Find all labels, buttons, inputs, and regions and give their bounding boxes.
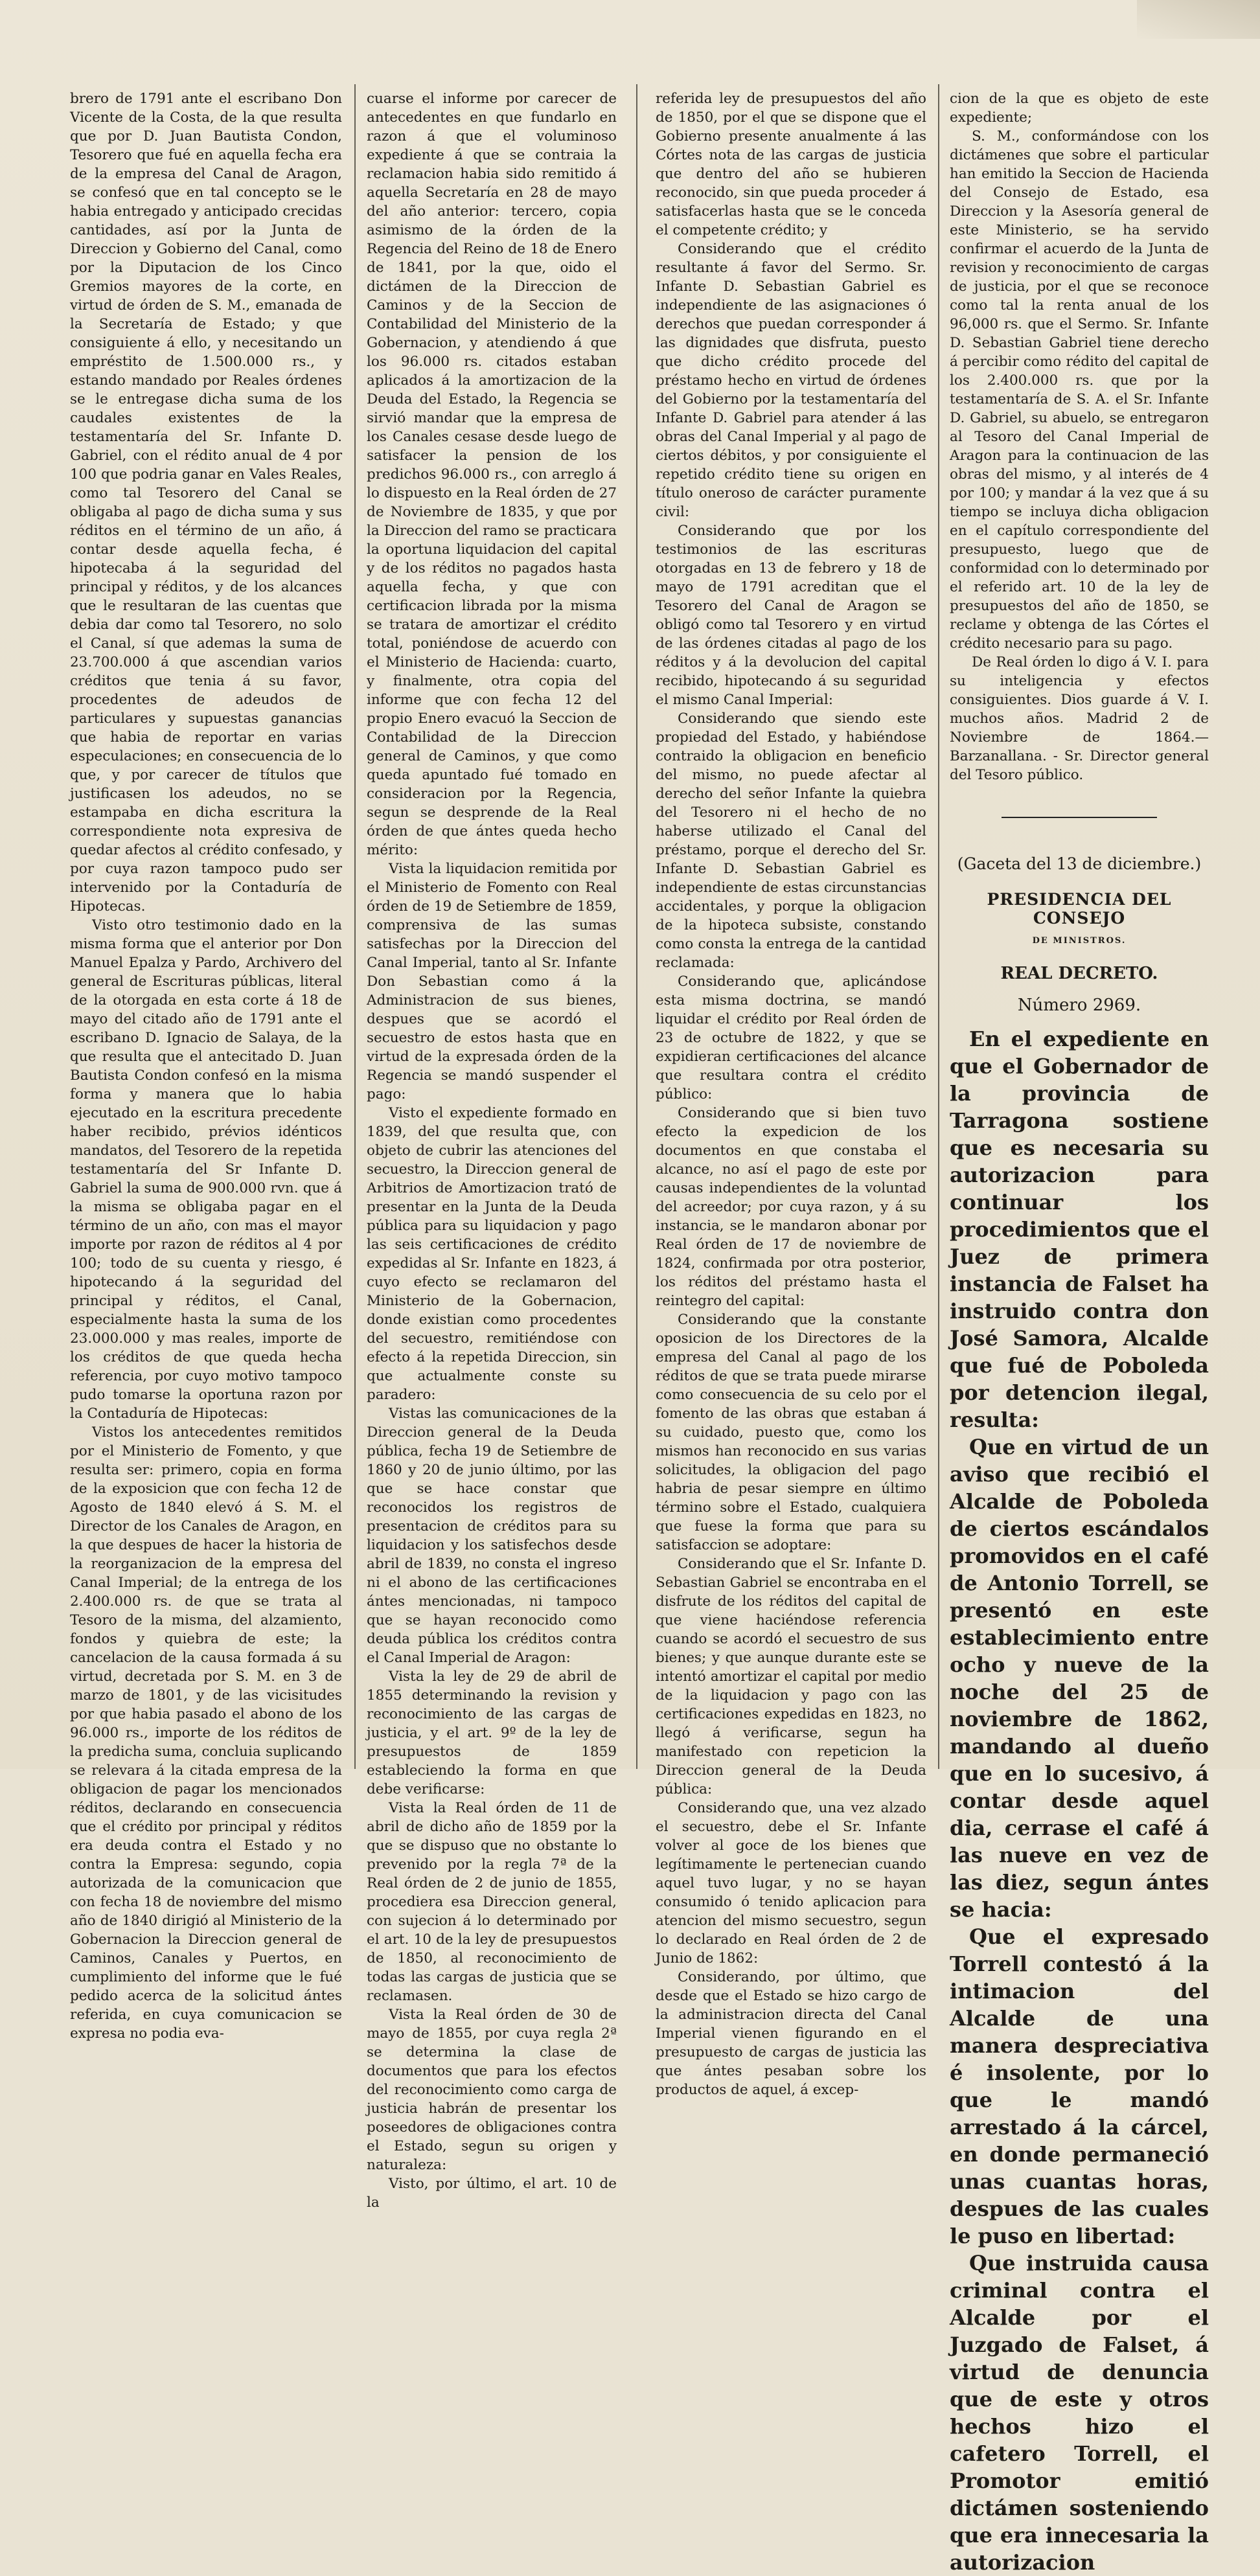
paragraph: Visto otro testimonio dado en la misma forma que el anterior por Don Manuel Epalza y Pardo, Archivero del general de Escrituras públicas, literal de la otorgada en esta corte á 18 de mayo del citado año de 1791 ante el escribano D. Ignacio de Salaya, de la que resulta que el antecitado D. Juan Bautista Condon confesó en la misma forma y manera que lo habia ejecutado en la escritura precedente haber recibido, prévios idénticos mandatos, del Tesorero de la repetida testamentaría del Sr Infante D. Gabriel la suma de 900.000 rvn. que á la misma se obligaba pagar en el término de un año, con mas el mayor importe por razon de réditos al 4 por 100; todo de su cuenta y riesgo, é hipotecando á la seguridad del principal y réditos, el Canal, especialmente hasta la suma de los 23.000.000 y mas reales, importe de los créditos de que queda hecha referencia, por cuyo motivo tampoco pudo tomarse la oportuna razon por la Contaduría de Hipotecas: bbox=[70, 917, 342, 1422]
section-heading: PRESIDENCIA DEL CONSEJO bbox=[987, 890, 1172, 928]
paragraph: Visto, por último, el art. 10 de la bbox=[367, 2176, 617, 2211]
decree-title: REAL DECRETO. bbox=[1000, 964, 1158, 983]
column-1 bbox=[70, 89, 342, 2042]
paragraph: Considerando que el crédito resultante á favor del Sermo. Sr. Infante D. Sebastian Gabriel es independiente de las asignaciones ó derechos que puedan corresponder á las dignidades que disfruta, puesto que dicho crédito procede del préstamo hecho en virtud de órdenes del Gobierno por la testamentaría del Infante D. Gabriel para atender á las obras del Canal Imperial y al pago de ciertos débitos, y por consiguiente el repetido crédito tiene su origen en título oneroso de carácter puramente civil: bbox=[656, 241, 926, 520]
gaceta-date: (Gaceta del 13 de diciembre.) bbox=[957, 854, 1202, 873]
column-rule bbox=[354, 84, 356, 1769]
paragraph: Considerando, por último, que desde que el Estado se hizo cargo de la administracion directa del Canal Imperial vienen figurando en el presupuesto de cargas de justicia las que ántes pesaban sobre los productos de aquel, á excep- bbox=[656, 1969, 926, 2098]
paragraph: Que en virtud de un aviso que recibió el Alcalde de Poboleda de ciertos escándalos promovidos en el café de Antonio Torrell, se presentó en este establecimiento entre ocho y nueve de la noche del 25 de noviembre de 1862, mandando al dueño que en lo sucesivo, á contar desde aquel dia, cerrase el café á las nueve en vez de las diez, segun ántes se hacia: bbox=[950, 1435, 1209, 1922]
paragraph: Que instruida causa criminal contra el Alcalde por el Juzgado de Falset, á virtud de denuncia que de este y otros hechos hizo el cafetero Torrell, el Promotor emitió dictámen sosteniendo que era innecesaria la autorizacion bbox=[950, 2251, 1209, 2575]
decree-body bbox=[950, 1025, 1209, 2576]
paragraph: Considerando que la constante oposicion de los Directores de la empresa del Canal al pago de los réditos de que se trata puede mirarse como consecuencia de su celo por el fomento de las obras que estaban á su cuidado, puesto que, como los mismos han reconocido en sus varias solicitudes, la obligacion del pago habria de pesar siempre en último término sobre el Estado, cualquiera que fuese la forma que para su satisfaccion se adoptare: bbox=[656, 1312, 926, 1553]
section-separator bbox=[1002, 817, 1157, 818]
page-corner-shadow bbox=[1137, 0, 1260, 39]
paragraph: Vista la liquidacion remitida por el Ministerio de Fomento con Real órden de 19 de Setiembre de 1859, comprensiva de las sumas satisfechas por la Direccion del Canal Imperial, tanto al Sr. Infante Don Sebastian como á la Administracion de sus bienes, despues que se acordó el secuestro de estos hasta que en virtud de la expresada órden de la Regencia se mandó suspender el pago: bbox=[367, 861, 617, 1102]
column-rule bbox=[636, 84, 637, 1769]
column-3 bbox=[656, 89, 926, 2098]
paragraph: Vista la ley de 29 de abril de 1855 determinando la revision y reconocimiento de las cargas de justicia, y el art. 9º de la ley de presupuestos de 1859 estableciendo la forma en que debe verificarse: bbox=[367, 1669, 617, 1797]
paragraph: Vistos los antecedentes remitidos por el Ministerio de Fomento, y que resulta ser: primero, copia en forma de la exposicion que con fecha 12 de Agosto de 1840 elevó á S. M. el Director de los Canales de Aragon, en la que despues de hacer la historia de la reorganizacion de la empresa del Canal Imperial; de la entrega de los 2.400.000 rs. de que se trata al Tesoro de la misma, del alzamiento, fondos y quiebra de este; la cancelacion de la causa formada á su virtud, decretada por S. M. en 3 de marzo de 1801, y de las vicisitudes por que habia pasado el abono de los 96.000 rs., importe de los réditos de la predicha suma, concluia suplicando se relevara á la citada empresa de la obligacion de pagar los mencionados réditos, declarando en consecuencia que el crédito por principal y réditos era deuda contra el Estado y no contra la Empresa: segundo, copia autorizada de la comunicacion que con fecha 18 de noviembre del mismo año de 1840 dirigió al Ministerio de la Gobernacion la Direccion general de Caminos, Canales y Puertos, en cumplimiento del informe que le fué pedido acerca de la solicitud ántes referida, en cuya comunicacion se expresa no podia eva- bbox=[70, 1424, 342, 2042]
decree-number: Número 2969. bbox=[1017, 996, 1141, 1015]
paragraph: Que el expresado Torrell contestó á la intimacion del Alcalde de una manera despreciativa é insolente, por lo que le mandó arrestado á la cárcel, en donde permaneció unas cuantas horas, despues de las cuales le puso en libertad: bbox=[950, 1924, 1209, 2248]
paragraph: Vista la Real órden de 11 de abril de dicho año de 1859 por la que se dispuso que no obstante lo prevenido por la regla 7ª de la Real órden de 2 de junio de 1855, procediera esa Direccion general, con sujecion á lo determinado por el art. 10 de la ley de presupuestos de 1850, al reconocimiento de todas las cargas de justicia que se reclamasen. bbox=[367, 1800, 617, 2004]
paragraph: Considerando que, aplicándose esta misma doctrina, se mandó liquidar el crédito por Real órden de 23 de octubre de 1822, y que se expidieran certificaciones del alcance que resultara contra el crédito público: bbox=[656, 974, 926, 1102]
paragraph: Vistas las comunicaciones de la Direccion general de la Deuda pública, fecha 19 de Setiembre de 1860 y 20 de junio último, por las que se hace constar que reconocidos los registros de presentacion de créditos para su liquidacion y los satisfechos desde abril de 1839, no consta el ingreso ni el abono de las certificaciones ántes mencionadas, ni tampoco que se hayan reconocido como deuda pública los créditos contra el Canal Imperial de Aragon: bbox=[367, 1406, 617, 1666]
paragraph: Considerando que si bien tuvo efecto la expedicion de los documentos en que constaba el alcance, no así el pago de este por causas independientes de la voluntad del acreedor; por cuya razon, y á su instancia, se le mandaron abonar por Real órden de 17 de noviembre de 1824, confirmada por otra posterior, los réditos del préstamo hasta el reintegro del capital: bbox=[656, 1105, 926, 1309]
paragraph: cuarse el informe por carecer de antecedentes en que fundarlo en razon á que el voluminoso expediente á que se contraia la reclamacion habia sido remitido á aquella Secretaría en 28 de mayo del año anterior: tercero, copia asimismo de la órden de la Regencia del Reino de 18 de Enero de 1841, por la que, oido el dictámen de la Direccion de Caminos y de la Seccion de Contabilidad del Ministerio de la Gobernacion, y atendiendo á que los 96.000 rs. citados estaban aplicados á la amortizacion de la Deuda del Estado, la Regencia se sirvió mandar que la empresa de los Canales cesase desde luego de satisfacer la pension de los predichos 96.000 rs., con arreglo á lo dispuesto en la Real órden de 27 de Noviembre de 1835, y que por la Direccion del ramo se practicara la oportuna liquidacion del capital y de los réditos no pagados hasta aquella fecha, y que con certificacion librada por la misma se tratara de amortizar el crédito total, poniéndose de acuerdo con el Ministerio de Hacienda: cuarto, y finalmente, otra copia del informe que con fecha 12 del propio Enero evacuó la Seccion de Contabilidad de la Direccion general de Caminos, y que como queda apuntado fué tomado en consideracion por la Regencia, segun se desprende de la Real órden de que ántes queda hecho mérito: bbox=[367, 91, 617, 858]
column-rule bbox=[938, 84, 939, 1769]
paragraph: Considerando que el Sr. Infante D. Sebastian Gabriel se encontraba en el disfrute de los réditos del capital de que viene haciéndose referencia cuando se acordó el secuestro de sus bienes; y que aunque durante este se intentó amortizar el capital por medio de la liquidacion y pago con las certificaciones expedidas en 1823, no llegó á verificarse, segun ha manifestado con repeticion la Direccion general de la Deuda pública: bbox=[656, 1556, 926, 1797]
paragraph: Considerando que por los testimonios de las escrituras otorgadas en 13 de febrero y 18 de mayo de 1791 acreditan que el Tesorero del Canal de Aragon se obligó como tal Tesorero y en virtud de las órdenes citadas al pago de los réditos y á la devolucion del capital recibido, hipotecando á su seguridad el mismo Canal Imperial: bbox=[656, 523, 926, 708]
section-subheading: DE MINISTROS. bbox=[1032, 936, 1127, 946]
paragraph: Visto el expediente formado en 1839, del que resulta que, con objeto de cubrir las atenciones del secuestro, la Direccion general de Arbitrios de Amortizacion trató de presentar en la Junta de la Deuda pública para su liquidacion y pago las seis certificaciones de crédito expedidas al Sr. Infante en 1823, á cuyo efecto se reclamaron del Ministerio de la Gobernacion, donde existian como procedentes del secuestro, remitiéndose con efecto á la repetida Direccion, sin que actualmente conste su paradero: bbox=[367, 1105, 617, 1403]
column-4 bbox=[950, 89, 1209, 2575]
paragraph: brero de 1791 ante el escribano Don Vicente de la Costa, de la que resulta que por D. Juan Bautista Condon, Tesorero que fué en aquella fecha era de la empresa del Canal de Aragon, se confesó que en tal concepto se le habia entregado y anticipado crecidas cantidades, así por la Junta de Direccion y Gobierno del Canal, como por la Diputacion de los Cinco Gremios mayores de la corte, en virtud de órden de S. M., emanada de la Secretaría de Estado; y que consiguiente á ello, y necesitando un empréstito de 1.500.000 rs., y estando mandado por Reales órdenes se le entregase dicha suma de los caudales existentes de la testamentaría del Sr. Infante D. Gabriel, con el rédito anual de 4 por 100 que podria ganar en Vales Reales, como tal Tesorero del Canal se obligaba al pago de dicha suma y sus réditos en el término de un año, á contar desde aquella fecha, é hipotecaba á la seguridad del principal y réditos, y de los alcances que le resultaran de las cuentas que debia dar como tal Tesorero, no solo el Canal, sí que ademas la suma de 23.700.000 á que ascendian varios créditos que tenia á su favor, procedentes de adeudos de particulares y supuestas ganancias que habia de reportar en varias especulaciones; en consecuencia de lo que, y por carecer de títulos que justificasen los adeudos, no se estampaba en dicha escritura la correspondiente nota expresiva de quedar afectos al crédito confesado, y por cuya razon tampoco pudo ser intervenido por la Contaduría de Hipotecas. bbox=[70, 91, 342, 915]
paragraph: Vista la Real órden de 30 de mayo de 1855, por cuya regla 2ª se determina la clase de documentos que para los efectos del reconocimiento como carga de justicia habrán de presentar los poseedores de obligaciones contra el Estado, segun su origen y naturaleza: bbox=[367, 2007, 617, 2173]
paragraph: S. M., conformándose con los dictámenes que sobre el particular han emitido la Seccion de Hacienda del Consejo de Estado, esa Direccion y la Asesoría general de este Ministerio, se ha servido confirmar el acuerdo de la Junta de revision y reconocimiento de cargas de justicia, por el que se reconoce como tal la renta anual de los 96,000 rs. que el Sermo. Sr. Infante D. Sebastian Gabriel tiene derecho á percibir como rédito del capital de los 2.400.000 rs. que por la testamentaría de S. A. el Sr. Infante D. Gabriel, su abuelo, se entregaron al Tesoro del Canal Imperial de Aragon para la continuacion de las obras del mismo, y al interés de 4 por 100; y mandar á la vez que á su tiempo se incluya dicha obligacion en el capítulo correspondiente del presupuesto, luego que de conformidad con lo determinado por el referido art. 10 de la ley de presupuestos del año de 1850, se reclame y obtenga de las Córtes el crédito necesario para su pago. bbox=[950, 128, 1209, 652]
paragraph: cion de la que es objeto de este expediente; bbox=[950, 91, 1209, 126]
paragraph: referida ley de presupuestos del año de 1850, por el que se dispone que el Gobierno presente anualmente á las Córtes nota de las cargas de justicia que dentro del año se hubieren reconocido, sin que pueda proceder á satisfacerlas hasta que se le conceda el competente crédito; y bbox=[656, 91, 926, 238]
paragraph: Considerando que siendo este propiedad del Estado, y habiéndose contraido la obligacion en beneficio del mismo, no puede afectar al derecho del señor Infante la quiebra del Tesorero ni el hecho de no haberse utilizado el Canal del préstamo, porque el derecho del Sr. Infante D. Sebastian Gabriel es independiente de estas circunstancias accidentales, y porque la obligacion de la hipoteca subsiste, constando como consta la entrega de la cantidad reclamada: bbox=[656, 711, 926, 971]
paragraph: Considerando que, una vez alzado el secuestro, debe el Sr. Infante volver al goce de los bienes que legítimamente le pertenecian cuando aquel tuvo lugar, y no se hayan consumido ó tenido aplicacion para atencion del mismo secuestro, segun lo declarado en Real órden de 2 de Junio de 1862: bbox=[656, 1800, 926, 1966]
paragraph: En el expediente en que el Gobernador de la provincia de Tarragona sostiene que es necesaria su autorizacion para continuar los procedimientos que el Juez de primera instancia de Falset ha instruido contra don José Samora, Alcalde que fué de Poboleda por detencion ilegal, resulta: bbox=[950, 1027, 1209, 1432]
column-2 bbox=[367, 89, 617, 2211]
paragraph: De Real órden lo digo á V. I. para su inteligencia y efectos consiguientes. Dios guarde á V. I. muchos años. Madrid 2 de Noviembre de 1864.— Barzanallana. - Sr. Director general del Tesoro público. bbox=[950, 654, 1209, 783]
